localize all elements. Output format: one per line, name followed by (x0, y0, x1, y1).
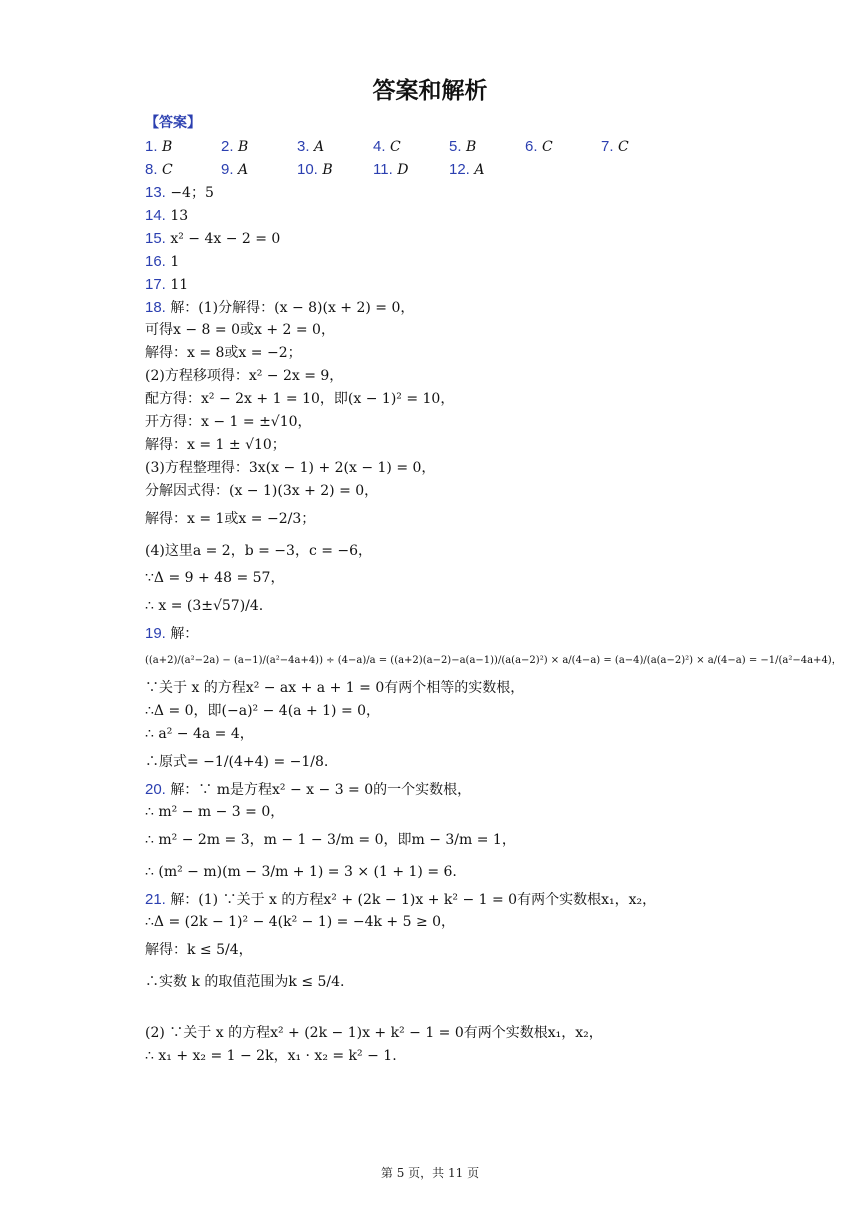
q18-line: ∴ x = (3±√57)/4. (145, 598, 264, 614)
q18-line: 配方得：x² − 2x + 1 = 10，即(x − 1)² = 10， (145, 391, 455, 407)
q18-line: 可得x − 8 = 0或x + 2 = 0， (145, 322, 335, 338)
q18-line: 18. 解：(1)分解得：(x − 8)(x + 2) = 0， (145, 299, 415, 316)
q19-line: ∴ a² − 4a = 4， (145, 726, 254, 742)
q20-line: 20. 解：∵ m是方程x² − x − 3 = 0的一个实数根， (145, 781, 472, 798)
mc-answer: 5. B (449, 138, 477, 155)
q20-line: ∴ m² − 2m = 3，m − 1 − 3/m = 0，即m − 3/m = 1， (145, 832, 516, 848)
q18-line: (2)方程移项得：x² − 2x = 9， (145, 368, 344, 384)
q19-line: ∵关于 x 的方程x² − ax + a + 1 = 0有两个相等的实数根， (145, 680, 525, 696)
q21-line: ∴Δ = (2k − 1)² − 4(k² − 1) = −4k + 5 ≥ 0， (145, 914, 456, 930)
mc-answer: 4. C (373, 138, 401, 155)
q18-line: 分解因式得：(x − 1)(3x + 2) = 0， (145, 483, 379, 499)
mc-answer: 2. B (221, 138, 249, 155)
q18-line: 解得：x = 1 ± √10； (145, 437, 286, 453)
q18-line: 解得：x = 8或x = −2； (145, 345, 302, 361)
fill-answer: 16. 1 (145, 253, 180, 270)
mc-answers-row-2 (145, 158, 765, 181)
q18-line: (4)这里a = 2，b = −3，c = −6， (145, 543, 373, 559)
mc-answer: 10. B (297, 161, 333, 178)
answer-label: 【答案】 (145, 115, 201, 131)
q19-line: ((a+2)/(a²−2a) − (a−1)/(a²−4a+4)) ÷ (4−a)/a = ((a+2)(a−2)−a(a−1))/(a(a−2)²) × a/(4−a) = (a−4)/(a(a−2)²) × a/(4−a) = −1/(a²−4a+4)， (145, 655, 842, 666)
mc-answer: 3. A (297, 138, 325, 155)
q21-line: ∴ x₁ + x₂ = 1 − 2k，x₁ · x₂ = k² − 1. (145, 1048, 397, 1064)
q21-line: 解得：k ≤ 5/4， (145, 942, 253, 958)
q18-line: 解得：x = 1或x = −2/3； (145, 511, 316, 527)
mc-answer: 12. A (449, 161, 485, 178)
fill-answer: 17. 11 (145, 276, 189, 293)
q20-line: ∴ (m² − m)(m − 3/m + 1) = 3 × (1 + 1) = 6. (145, 864, 457, 880)
page-title: 答案和解析 (372, 78, 488, 104)
answer-content (145, 112, 842, 1068)
q21-line: (2) ∵关于 x 的方程x² + (2k − 1)x + k² − 1 = 0有两个实数根x₁，x₂， (145, 1025, 603, 1041)
q21-line: ∴实数 k 的取值范围为k ≤ 5/4. (145, 974, 345, 990)
mc-answer: 11. D (373, 161, 409, 178)
mc-answer: 6. C (525, 138, 553, 155)
mc-answer: 7. C (601, 138, 629, 155)
q19-line: ∴原式= −1/(4+4) = −1/8. (145, 754, 329, 770)
mc-answer: 9. A (221, 161, 249, 178)
q20-line: ∴ m² − m − 3 = 0， (145, 804, 285, 820)
page-footer: 第 5 页，共 11 页 (380, 1166, 480, 1180)
fill-answer: 15. x² − 4x − 2 = 0 (145, 230, 281, 247)
q18-line: 开方得：x − 1 = ±√10， (145, 414, 312, 430)
mc-answer: 8. C (145, 161, 173, 178)
q18-line: ∵Δ = 9 + 48 = 57， (145, 570, 285, 586)
fill-answer: 13. −4；5 (145, 184, 214, 201)
fill-answer: 14. 13 (145, 207, 189, 224)
mc-answer: 1. B (145, 138, 173, 155)
q19-line: 19. 解： (145, 625, 199, 642)
q21-line: 21. 解：(1) ∵关于 x 的方程x² + (2k − 1)x + k² − 1 = 0有两个实数根x₁，x₂， (145, 891, 657, 908)
q18-line: (3)方程整理得：3x(x − 1) + 2(x − 1) = 0， (145, 460, 436, 476)
mc-answers-row-1 (145, 135, 765, 158)
q19-line: ∴Δ = 0，即(−a)² − 4(a + 1) = 0， (145, 703, 381, 719)
